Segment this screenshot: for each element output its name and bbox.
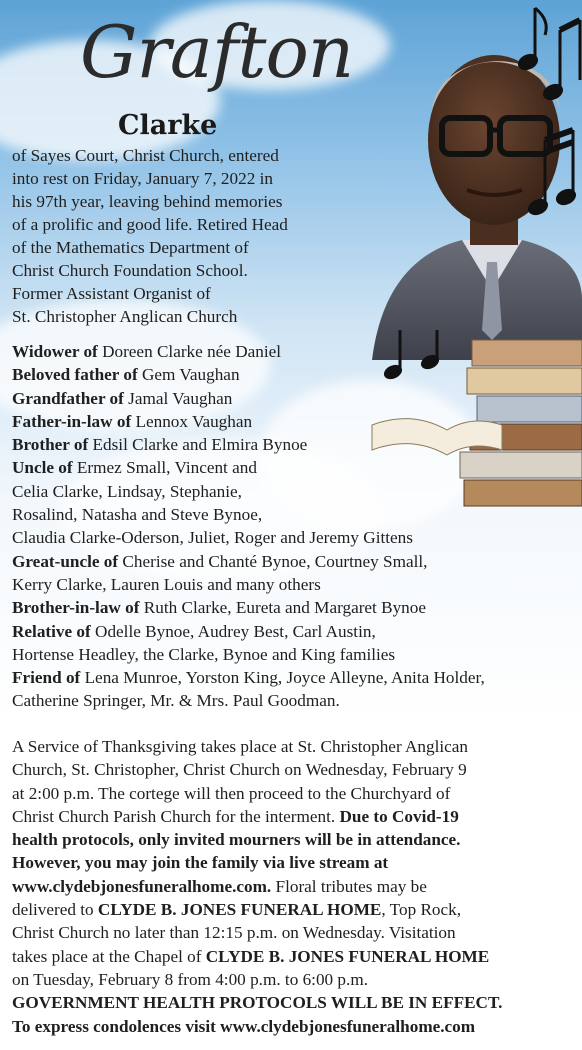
service-line [12,991,577,1014]
service-bold-text: Due to Covid-19 [339,806,459,826]
service-text: on Tuesday, February 8 from 4:00 p.m. to 6:00 p.m. [12,969,368,989]
relation-names: Jamal Vaughan [123,388,233,408]
service-line [12,945,577,968]
relation-line [12,550,577,573]
service-text: Church, St. Christopher, Christ Church on Wednesday, February 9 [12,760,467,780]
relation-line [12,666,577,689]
relation-line [12,503,577,526]
service-line [12,968,577,991]
intro-line: St. Christopher Anglican Church [12,307,238,326]
service-bold-text: However, you may join the family via live stream at [12,853,389,873]
service-line [12,851,577,874]
intro-line: of the Mathematics Department of [12,238,249,257]
relation-names: Lena Munroe, Yorston King, Joyce Alleyne, Anita Holder, [80,668,485,688]
relation-names: Hortense Headley, the Clarke, Bynoe and King families [12,644,396,664]
relation-line [12,526,577,549]
service-text: Floral tributes may be [271,876,427,896]
relation-label: Beloved father of [12,365,138,385]
relations-list [12,340,577,713]
relation-names: Gem Vaughan [137,365,240,385]
relation-line [12,573,577,596]
relation-label: Relative of [12,621,91,641]
service-bold-text: CLYDE B. JONES FUNERAL HOME [205,946,490,966]
relation-names: Edsil Clarke and Elmira Bynoe [88,435,308,455]
intro-line: of Sayes Court, Christ Church, entered [12,146,279,165]
relation-line [12,480,577,503]
relation-line [12,433,577,456]
first-name-heading: Grafton [80,10,354,94]
service-text: Christ Church Parish Church for the interment. [12,806,340,826]
service-bold-text: GOVERNMENT HEALTH PROTOCOLS WILL BE IN EFFECT. [12,993,503,1013]
relation-names: Catherine Springer, Mr. & Mrs. Paul Goodman. [12,691,340,711]
relation-label: Friend of [12,668,81,688]
service-line [12,805,577,828]
service-bold-text: health protocols, only invited mourners will be in attendance. [12,830,461,850]
intro-paragraph [12,144,372,328]
relation-names: Ruth Clarke, Eureta and Margaret Bynoe [139,598,426,618]
relation-line [12,340,577,363]
relation-names: Cherise and Chanté Bynoe, Courtney Small, [118,551,428,571]
relation-label: Grandfather of [12,388,124,408]
service-line [12,735,577,758]
service-bold-text: www.clydebjonesfuneralhome.com. [12,876,272,896]
relation-label: Brother-in-law of [12,598,140,618]
relation-line [12,410,577,433]
surname-heading: Clarke [118,110,218,141]
relation-names: Celia Clarke, Lindsay, Stephanie, [12,481,242,501]
service-bold-text: To express condolences visit www.clydebjonesfuneralhome.com [12,1016,476,1036]
service-text: Christ Church no later than 12:15 p.m. on Wednesday. Visitation [12,923,456,943]
relation-label: Great-uncle of [12,551,119,571]
service-text: at 2:00 p.m. The cortege will then proceed to the Churchyard of [12,783,451,803]
service-paragraph [12,735,577,1038]
relation-line [12,387,577,410]
relation-line [12,643,577,666]
intro-line: his 97th year, leaving behind memories [12,192,283,211]
service-text: delivered to [12,900,98,920]
relation-line [12,596,577,619]
service-text: , Top Rock, [381,900,462,920]
relation-line [12,363,577,386]
relation-names: Claudia Clarke-Oderson, Juliet, Roger and Jeremy Gittens [12,528,413,548]
intro-line: into rest on Friday, January 7, 2022 in [12,169,273,188]
relation-line [12,620,577,643]
relation-label: Uncle of [12,458,73,478]
service-text: takes place at the Chapel of [12,946,206,966]
service-line [12,782,577,805]
relation-names: Kerry Clarke, Lauren Louis and many others [12,574,321,594]
service-line [12,898,577,921]
relation-label: Father-in-law of [12,411,132,431]
relation-names: Lennox Vaughan [131,411,253,431]
service-text: A Service of Thanksgiving takes place at St. Christopher Anglican [12,737,469,756]
service-line [12,758,577,781]
intro-line: Christ Church Foundation School. [12,261,248,280]
relation-names: Odelle Bynoe, Audrey Best, Carl Austin, [90,621,376,641]
intro-line: of a prolific and good life. Retired Head [12,215,288,234]
service-line [12,875,577,898]
service-line [12,921,577,944]
intro-line: Former Assistant Organist of [12,284,211,303]
relation-label: Brother of [12,435,89,455]
relation-label: Widower of [12,342,98,361]
relation-line [12,456,577,479]
service-bold-text: CLYDE B. JONES FUNERAL HOME [97,900,382,920]
relation-names: Doreen Clarke née Daniel [97,342,282,361]
relation-line [12,689,577,712]
service-line [12,1015,577,1038]
service-line [12,828,577,851]
relation-names: Rosalind, Natasha and Steve Bynoe, [12,505,263,525]
relation-names: Ermez Small, Vincent and [72,458,257,478]
